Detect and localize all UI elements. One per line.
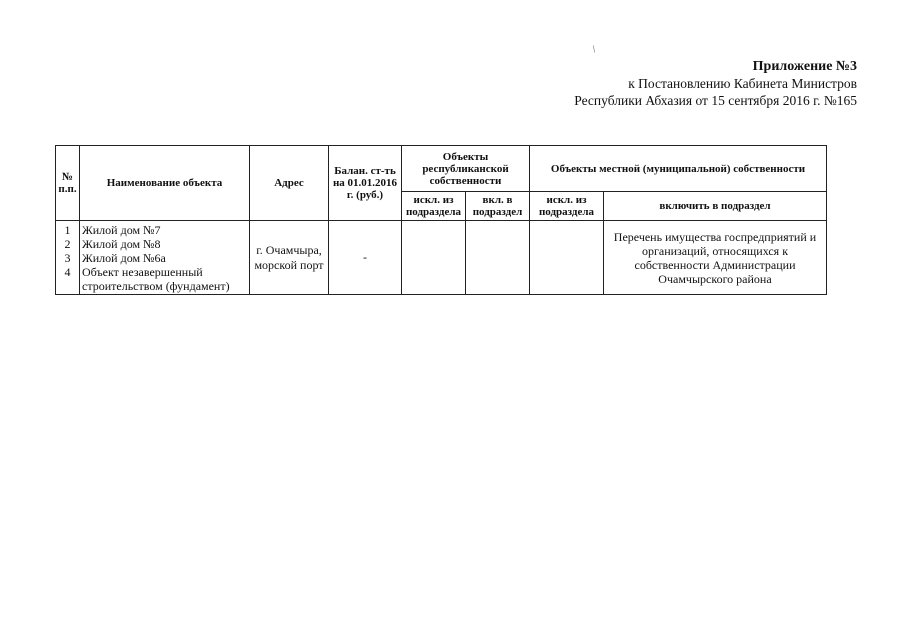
republic-excl-cell <box>402 221 466 295</box>
header-num: № п.п. <box>56 146 80 221</box>
row-number: 3 <box>64 250 71 265</box>
table-row <box>56 221 827 295</box>
object-name: Объект незавершенный <box>82 264 203 279</box>
row-number: 1 <box>64 222 71 237</box>
header-local-incl: включить в подраздел <box>604 192 827 221</box>
header-local-excl: искл. из подраздела <box>530 192 604 221</box>
object-name: Жилой дом №6а <box>82 250 166 265</box>
local-incl-note: Перечень имущества госпредприятий и организаций, относящихся к собственности Администрации Очамчырского района <box>604 221 827 295</box>
header-name: Наименование объекта <box>80 146 250 221</box>
document-header <box>574 58 857 109</box>
property-table <box>55 145 827 295</box>
row-number: 4 <box>64 264 71 279</box>
local-excl-cell <box>530 221 604 295</box>
address-cell: г. Очамчыра, морской порт <box>250 221 329 295</box>
object-name: строительством (фундамент) <box>82 278 230 293</box>
republic-incl-cell <box>466 221 530 295</box>
header-local-group: Объекты местной (муниципальной) собственности <box>530 146 827 192</box>
header-republic-incl: вкл. в подраздел <box>466 192 530 221</box>
header-line-1: к Постановлению Кабинета Министров <box>628 76 857 91</box>
header-republic-excl: искл. из подраздела <box>402 192 466 221</box>
header-address: Адрес <box>250 146 329 221</box>
balance-cell: - <box>329 221 402 295</box>
object-name: Жилой дом №8 <box>82 236 161 251</box>
header-balance: Балан. ст-ть на 01.01.2016 г. (руб.) <box>329 146 402 221</box>
row-number <box>58 279 77 293</box>
row-numbers-cell <box>56 221 80 295</box>
header-republic-group: Объекты республиканской собственности <box>402 146 530 192</box>
object-names-cell <box>80 221 250 295</box>
object-name: Жилой дом №7 <box>82 222 161 237</box>
stray-pen-mark: / <box>590 44 599 55</box>
appendix-title: Приложение №3 <box>752 59 857 74</box>
row-number: 2 <box>64 236 71 251</box>
header-line-2: Республики Абхазия от 15 сентября 2016 г. №165 <box>574 93 857 108</box>
